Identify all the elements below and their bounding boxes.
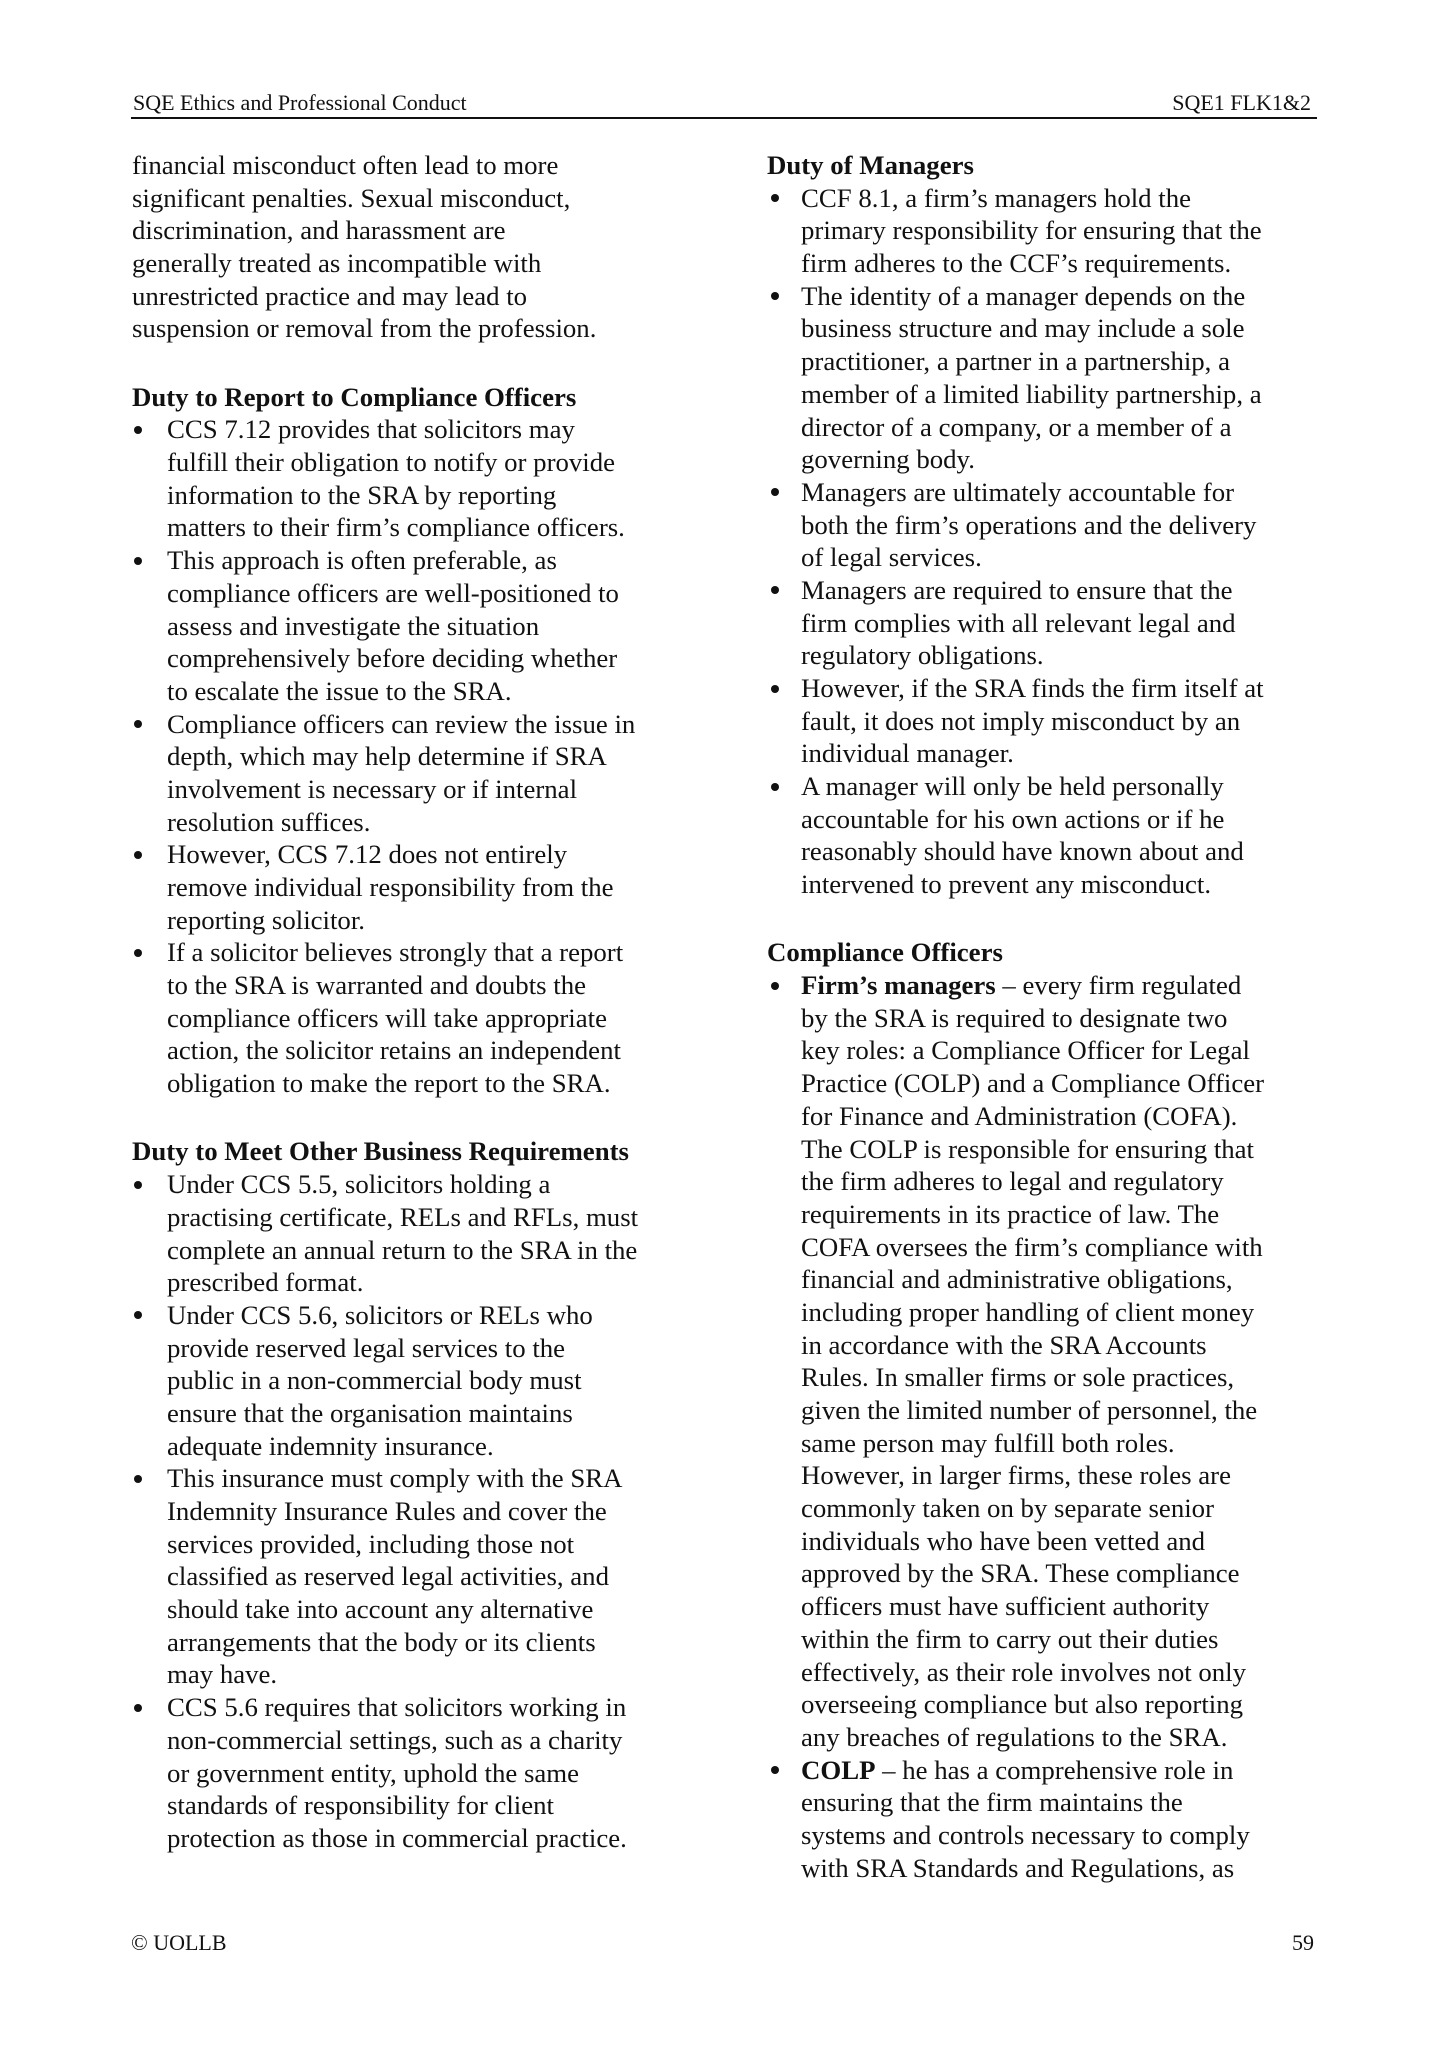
header-course-code: SQE1 FLK1&2 [1172,90,1311,115]
section-compliance-officers [767,936,1327,1884]
bullet-line: complete an annual return to the SRA in the [167,1234,638,1265]
bullet-line: individual manager. [801,738,1014,769]
bullet-line: However, if the SRA finds the firm itself at [801,673,1264,703]
bullet-line: classified as reserved legal activities, and [167,1561,609,1592]
bullet-item [132,1299,692,1462]
section-spacer [132,345,692,381]
section-heading: Duty to Report to Compliance Officers [132,381,577,412]
bullet-line: systems and controls necessary to comply [801,1819,1250,1850]
bullet-line: governing body. [801,444,975,475]
bullet-line: overseeing compliance but also reporting [801,1689,1244,1720]
bullet-line: key roles: a Compliance Officer for Legal [801,1035,1250,1066]
bullet-item [132,413,692,544]
page-header [131,88,1317,118]
bullet-line: matters to their firm’s compliance officers. [167,512,625,543]
bullet-line: requirements in its practice of law. The [801,1198,1220,1229]
bullet-line [767,969,1327,1002]
right-column [767,149,1327,1884]
bullet-line: same person may fulfill both roles. [801,1427,1175,1458]
bullet-icon [134,949,142,957]
bullet-line: A manager will only be held personally [801,771,1224,802]
bullet-line: resolution suffices. [167,806,371,837]
bullet-line: reporting solicitor. [167,904,365,935]
bullet-line: ensuring that the firm maintains the [801,1787,1183,1818]
bullet-line: reasonably should have known about and [801,836,1244,867]
bullet-line: to escalate the issue to the SRA. [167,675,512,706]
bullet-line: accountable for his own actions or if he [801,803,1225,834]
bullet-line: fulfill their obligation to notify or provide [167,447,616,478]
bullet-line: adequate indemnity insurance. [167,1430,494,1461]
bullet-line: commonly taken on by separate senior [801,1493,1214,1524]
bullet-line: Under CCS 5.5, solicitors holding a [167,1169,551,1200]
bullet-line: services provided, including those not [167,1528,575,1559]
bullet-line: firm adheres to the CCF’s requirements. [801,248,1232,279]
bullet-line: within the firm to carry out their duties [801,1623,1219,1654]
bullet-line: assess and investigate the situation [167,610,540,641]
bullet-line: This insurance must comply with the SRA [167,1463,623,1494]
bullet-line: ensure that the organisation maintains [167,1397,573,1428]
bullet-line: The identity of a manager depends on the [801,280,1246,311]
section-heading: Duty of Managers [767,150,974,180]
bullet-line: officers must have sufficient authority [801,1591,1210,1622]
bullet-line: individuals who have been vetted and [801,1525,1206,1556]
bullet-line: Managers are required to ensure that the [801,574,1233,605]
bullet-line: or government entity, uphold the same [167,1757,580,1788]
bullet-line: CCF 8.1, a firm’s managers hold the [801,182,1191,213]
bullet-line: compliance officers are well-positioned to [167,577,619,608]
bullet-item [767,280,1327,476]
header-title: SQE Ethics and Professional Conduct [133,90,467,115]
bullet-icon [134,557,142,565]
bullet-item [132,1168,692,1299]
bullet-line: compliance officers will take appropriate [167,1002,607,1033]
bullet-line: public in a non-commercial body must [167,1365,582,1396]
bullet-line: However, CCS 7.12 does not entirely [167,839,568,870]
bullet-line: primary responsibility for ensuring that the [801,215,1262,246]
bullet-item [132,838,692,936]
bullet-icon [771,685,779,693]
bullet-line: non-commercial settings, such as a charity [167,1724,623,1755]
bullet-line: including proper handling of client money [801,1296,1255,1327]
bullet-icon [134,1704,142,1712]
paragraph-line: significant penalties. Sexual misconduct, [132,182,571,213]
bullet-line: provide reserved legal services to the [167,1332,566,1363]
bullet-item [767,672,1327,770]
bullet-line: Rules. In smaller firms or sole practices, [801,1362,1235,1393]
section-heading: Compliance Officers [767,937,1003,968]
bullet-item [767,969,1327,1754]
bullet-line: Managers are ultimately accountable for [801,476,1235,507]
bullet-item [767,1754,1327,1885]
bullet-line: both the firm’s operations and the delivery [801,509,1257,540]
bullet-icon [771,783,779,791]
bullet-item [767,770,1327,901]
bullet-line: protection as those in commercial practice. [167,1822,627,1853]
bullet-item [767,574,1327,672]
bullet-line: CCS 5.6 requires that solicitors working in [167,1692,627,1723]
bullet-line: fault, it does not imply misconduct by an [801,705,1241,736]
bold-term: Firm’s managers [801,970,996,1001]
section-duty-to-meet-business-requirements [132,1135,692,1854]
bullet-line: depth, which may help determine if SRA [167,741,607,772]
bullet-line: This approach is often preferable, as [167,545,557,576]
bullet-line: member of a limited liability partnership, a [801,378,1262,409]
bullet-line: of legal services. [801,542,982,573]
bullet-item [767,182,1327,280]
bullet-line: effectively, as their role involves not only [801,1656,1247,1687]
bullet-line: Practice (COLP) and a Compliance Officer [801,1068,1265,1099]
bullet-item [132,1691,692,1854]
bullet-line: business structure and may include a sole [801,313,1245,344]
bullet-line: action, the solicitor retains an independent [167,1035,621,1066]
bullet-line: firm complies with all relevant legal and [801,607,1236,638]
paragraph-line: generally treated as incompatible with [132,248,542,279]
bullet-line: practitioner, a partner in a partnership, a [801,346,1230,377]
bullet-line: Compliance officers can review the issue in [167,708,636,739]
bullet-line: comprehensively before deciding whether [167,643,618,674]
bullet-line: given the limited number of personnel, the [801,1395,1258,1426]
section-spacer [132,1100,692,1136]
bullet-icon [134,1475,142,1483]
continuation-paragraph [132,149,692,345]
bullet-item [132,708,692,839]
bullet-line: However, in larger firms, these roles are [801,1460,1231,1491]
bullet-line: information to the SRA by reporting [167,479,557,510]
bold-term: COLP [801,1754,876,1785]
section-heading: Duty to Meet Other Business Requirements [132,1136,629,1167]
bullet-line: COFA oversees the firm’s compliance with [801,1231,1263,1262]
bullet-line: arrangements that the body or its clients [167,1626,596,1657]
bullet-line: in accordance with the SRA Accounts [801,1329,1207,1360]
bullet-text: – he has a comprehensive role in [875,1754,1234,1785]
bullet-line: prescribed format. [167,1267,364,1298]
bullet-item [767,476,1327,574]
bullet-item [132,1462,692,1691]
bullet-line: involvement is necessary or if internal [167,773,578,804]
bullet-line: should take into account any alternative [167,1594,594,1625]
bullet-line: practising certificate, RELs and RFLs, must [167,1201,639,1232]
section-duty-to-report [132,381,692,1100]
section-spacer [767,901,1327,937]
bullet-line: to the SRA is warranted and doubts the [167,970,587,1001]
bullet-line: Indemnity Insurance Rules and cover the [167,1496,607,1526]
bullet-line: by the SRA is required to designate two [801,1002,1228,1033]
bullet-line [767,1754,1327,1787]
paragraph-line: unrestricted practice and may lead to [132,280,528,311]
paragraph-line: financial misconduct often lead to more [132,150,559,180]
paragraph-line: suspension or removal from the profession. [132,313,597,344]
bullet-icon [771,982,779,990]
bullet-icon [134,851,142,859]
bullet-line: intervened to prevent any misconduct. [801,869,1212,900]
bullet-line: standards of responsibility for client [167,1790,554,1821]
bullet-text: – every firm regulated [995,970,1242,1001]
bullet-line: If a solicitor believes strongly that a report [167,937,624,968]
footer-page-number: 59 [1292,1930,1314,1955]
footer-copyright: © UOLLB [131,1930,227,1955]
bullet-item [132,544,692,707]
bullet-line: the firm adheres to legal and regulatory [801,1166,1224,1197]
bullet-icon [134,1181,142,1189]
header-divider [131,117,1317,119]
bullet-line: The COLP is responsible for ensuring that [801,1133,1254,1164]
bullet-line: approved by the SRA. These compliance [801,1558,1240,1589]
left-column [132,149,692,1855]
bullet-line: any breaches of regulations to the SRA. [801,1721,1228,1752]
section-duty-of-managers [767,149,1327,901]
bullet-line: for Finance and Administration (COFA). [801,1100,1238,1131]
bullet-line: regulatory obligations. [801,640,1044,671]
bullet-line: remove individual responsibility from the [167,872,614,903]
bullet-line: may have. [167,1659,278,1690]
bullet-line: CCS 7.12 provides that solicitors may [167,414,575,445]
paragraph-line: discrimination, and harassment are [132,215,506,246]
bullet-icon [134,426,142,434]
bullet-line: obligation to make the report to the SRA. [167,1068,611,1099]
bullet-line: financial and administrative obligations, [801,1264,1233,1295]
bullet-line: director of a company, or a member of a [801,411,1232,442]
bullet-item [132,936,692,1099]
bullet-line: Under CCS 5.6, solicitors or RELs who [167,1299,593,1330]
bullet-line: with SRA Standards and Regulations, as [801,1852,1235,1883]
